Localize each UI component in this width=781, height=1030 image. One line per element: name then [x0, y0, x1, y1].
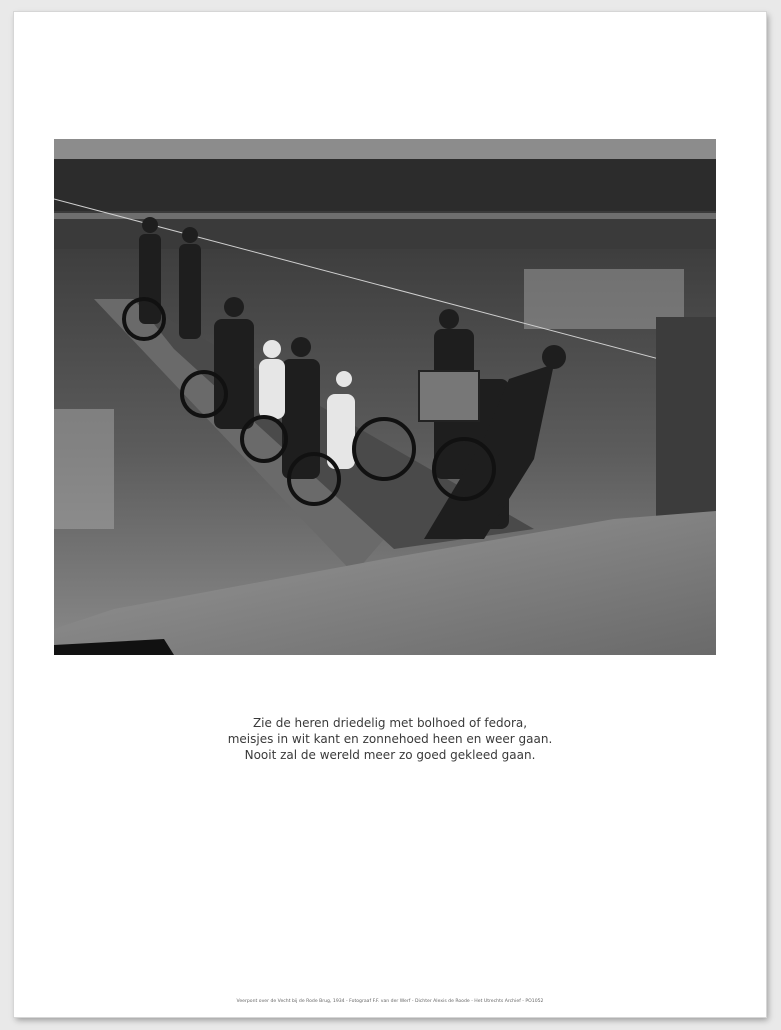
photo-illustration: [54, 139, 716, 655]
poem-line-1: Zie de heren driedelig met bolhoed of fedora,: [252, 716, 528, 730]
poem-line-3: Nooit zal de wereld meer zo goed gekleed gaan.: [244, 748, 536, 762]
poem-text: [14, 715, 766, 763]
poem-line-2: meisjes in wit kant en zonnehoed heen en weer gaan.: [227, 732, 553, 746]
historical-ferry-photo: [54, 139, 716, 655]
photo-credit: Veerpont over de Vecht bij de Rode Brug, 1934 - Fotograaf F.F. van der Werf - Dichter Alexis de Roode - Het Utrechts Archief - PO1052: [236, 999, 544, 1004]
poster: [14, 12, 766, 1017]
